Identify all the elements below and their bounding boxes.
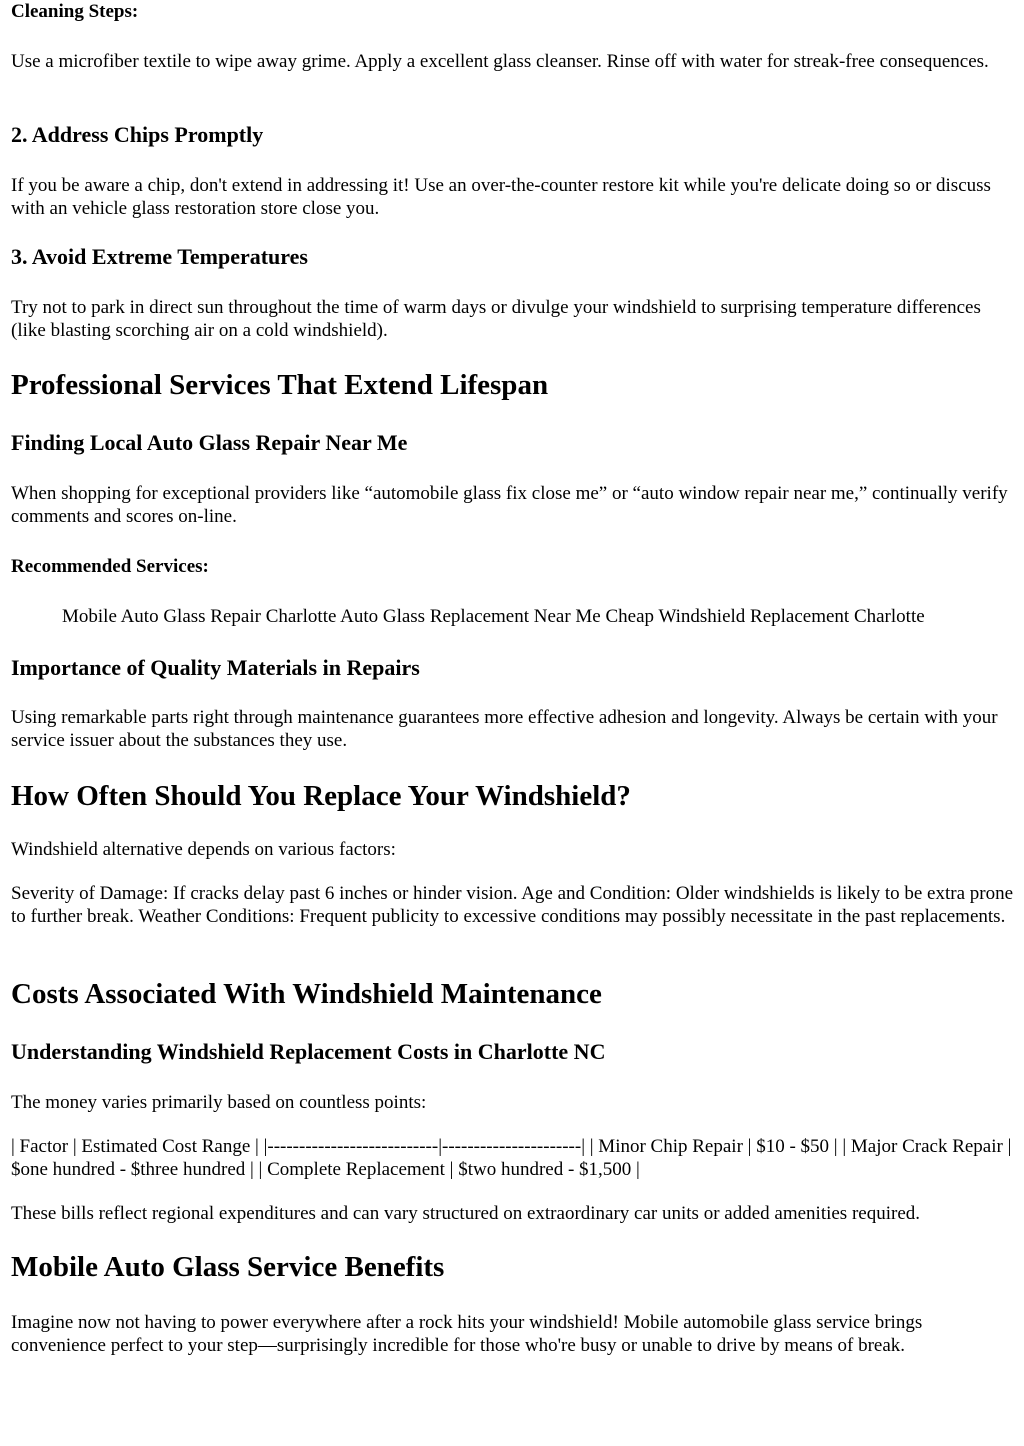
local-repair-heading: Finding Local Auto Glass Repair Near Me bbox=[11, 430, 408, 455]
cost-table-text: | Factor | Estimated Cost Range | |---------------------------|----------------------| | Minor Chip Repair | $10 - $50 | | Major Crack Repair | $one hundred - $three hundred | | Complete Replacement | $two hundred - $1,500 | bbox=[11, 1136, 1012, 1180]
costs-heading: Costs Associated With Windshield Maintenance bbox=[11, 978, 602, 1010]
charlotte-costs-heading: Understanding Windshield Replacement Costs in Charlotte NC bbox=[11, 1039, 606, 1064]
materials-heading: Importance of Quality Materials in Repairs bbox=[11, 655, 420, 680]
replace-windshield-heading: How Often Should You Replace Your Windshield? bbox=[11, 780, 631, 812]
materials-text: Using remarkable parts right through maintenance guarantees more effective adhesion and longevity. Always be certain with your service issuer about the substances they use. bbox=[11, 707, 998, 751]
charlotte-costs-intro: The money varies primarily based on countless points: bbox=[11, 1092, 427, 1113]
mobile-service-text: Imagine now not having to power everywhere after a rock hits your windshield! Mobile automobile glass service brings convenience perfect to your step—surprisingly incredible for those who're busy or unable to drive by means of break. bbox=[11, 1312, 923, 1356]
replace-intro: Windshield alternative depends on various factors: bbox=[11, 839, 396, 860]
tip3-heading: 3. Avoid Extreme Temperatures bbox=[11, 244, 308, 269]
cleaning-steps-text: Use a microfiber textile to wipe away grime. Apply a excellent glass cleanser. Rinse off with water for streak-free consequences. bbox=[11, 51, 989, 72]
recommended-services-label: Recommended Services: bbox=[11, 556, 209, 577]
cost-note: These bills reflect regional expenditures and can vary structured on extraordinary car units or added amenities required. bbox=[11, 1203, 921, 1224]
recommended-services-list: Mobile Auto Glass Repair Charlotte Auto Glass Replacement Near Me Cheap Windshield Replacement Charlotte bbox=[62, 606, 925, 627]
tip2-heading: 2. Address Chips Promptly bbox=[11, 122, 264, 147]
replace-factors: Severity of Damage: If cracks delay past 6 inches or hinder vision. Age and Condition: Older windshields is likely to be extra prone to further break. Weather Conditions: Frequent publicity to excessive conditions may possibly necessitate in the past replacements. bbox=[11, 883, 1014, 927]
cleaning-steps-label: Cleaning Steps: bbox=[11, 1, 139, 22]
tip3-text: Try not to park in direct sun throughout the time of warm days or divulge your windshield to surprising temperature differences (like blasting scorching air on a cold windshield). bbox=[11, 297, 981, 341]
professional-services-heading: Professional Services That Extend Lifespan bbox=[11, 369, 549, 401]
mobile-service-heading: Mobile Auto Glass Service Benefits bbox=[11, 1251, 445, 1283]
tip2-text: If you be aware a chip, don't extend in addressing it! Use an over-the-counter restore kit while you're delicate doing so or discuss with an vehicle glass restoration store close you. bbox=[11, 175, 991, 219]
local-repair-text: When shopping for exceptional providers like “automobile glass fix close me” or “auto window repair near me,” continually verify comments and scores on-line. bbox=[11, 483, 1008, 527]
